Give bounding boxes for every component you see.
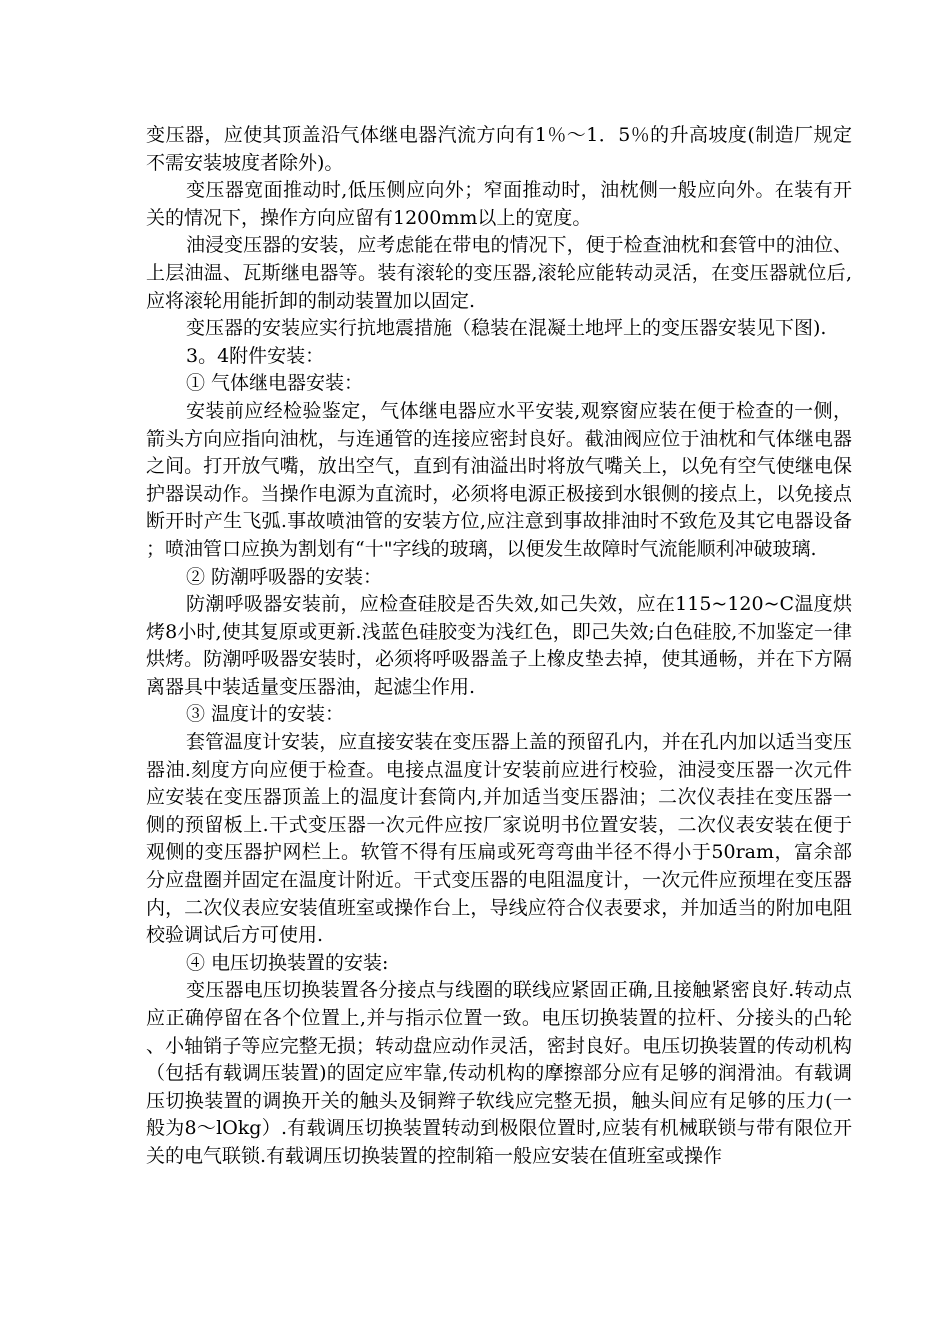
paragraph-voltage-switch: 变压器电压切换装置各分接点与线圈的联线应紧固正确,且接触紧密良好.转动点应正确停留在各个位置上,并与指示位置一致。电压切换装置的拉杆、分接头的凸轮、小轴销子等应完整无损；转动盘应动作灵活，密封良好。电压切换装置的传动机构（包括有载调压装置)的固定应牢靠,传动机构的摩擦部分应有足够的润滑油。有载调压切换装置的调换开关的触头及铜辫子软线应完整无损，触头间应有足够的压力(一般为8～lOkg）.有载调压切换装置转动到极限位置时,应装有机械联锁与带有限位开关的电气联锁.有载调压切换装置的控制箱一般应安装在值班室或操作 — [146, 979, 852, 1167]
paragraph-push-direction: 变压器宽面推动时,低压侧应向外；窄面推动时，油枕侧一般应向外。在装有开关的情况下，操作方向应留有1200mm以上的宽度。 — [146, 179, 852, 229]
paragraph-thermometer: 套管温度计安装，应直接安装在变压器上盖的预留孔内，并在孔内加以适当变压器油.刻度方向应便于检查。电接点温度计安装前应进行校验，油浸变压器一次元件应安装在变压器顶盖上的温度计套筒内,并加适当变压器油；二次仪表挂在变压器一侧的预留板上.干式变压器一次元件应按厂家说明书位置安装，二次仪表安装在便于观侧的变压器护网栏上。软管不得有压扁或死弯弯曲半径不得小于50ram，富余部分应盘圈并固定在温度计附近。干式变压器的电阻温度计，一次元件应预埋在变压器内，二次仪表应安装值班室或操作台上，导线应符合仪表要求，并加适当的附加电阻校验调试后方可使用. — [146, 731, 852, 947]
subheading-breather: ② 防潮呼吸器的安装： — [186, 565, 383, 588]
paragraph-gas-relay: 安装前应经检验鉴定，气体继电器应水平安装,观察窗应装在便于检查的一侧，箭头方向应指向油枕，与连通管的连接应密封良好。截油阀应位于油枕和气体继电器之间。打开放气嘴，放出空气，直到有油溢出时将放气嘴关上，以免有空气使继电保护器误动作。当操作电源为直流时，必须将电源正极接到水银侧的接点上，以免接点断开时产生飞弧.事故喷油管的安装方位,应注意到事故排油时不致危及其它电器设备；喷油管口应换为割划有“十"字线的玻璃，以便发生故障时气流能顺利冲破玻璃. — [146, 399, 852, 560]
paragraph-slope-requirement: 变压器，应使其顶盖沿气体继电器汽流方向有1％～1．5％的升高坡度(制造厂规定不需安装坡度者除外)。 — [146, 124, 852, 174]
paragraph-breather: 防潮呼吸器安装前，应检查硅胶是否失效,如己失效，应在115~120~C温度烘烤8小时,使其复原或更新.浅蓝色硅胶变为浅红色，即己失效;白色硅胶,不加鉴定一律烘烤。防潮呼吸器安装时，必须将呼吸器盖子上橡皮垫去掉，使其通畅，并在下方隔离器具中装适量变压器油，起滤尘作用. — [146, 593, 852, 698]
subheading-gas-relay: ① 气体继电器安装： — [186, 372, 364, 395]
section-heading-accessory-installation: 3。4附件安装： — [186, 344, 325, 367]
subheading-thermometer: ③ 温度计的安装： — [186, 703, 345, 726]
paragraph-seismic-measures: 变压器的安装应实行抗地震措施（稳装在混凝土地坪上的变压器安装见下图). — [186, 317, 827, 340]
subheading-voltage-switch: ④ 电压切换装置的安装: — [186, 951, 389, 974]
document-body — [146, 122, 852, 1171]
paragraph-oil-immersed-installation: 油浸变压器的安装，应考虑能在带电的情况下，便于检查油枕和套管中的油位、上层油温、瓦斯继电器等。装有滚轮的变压器,滚轮应能转动灵活，在变压器就位后,应将滚轮用能折卸的制动装置加以固定. — [146, 234, 852, 312]
